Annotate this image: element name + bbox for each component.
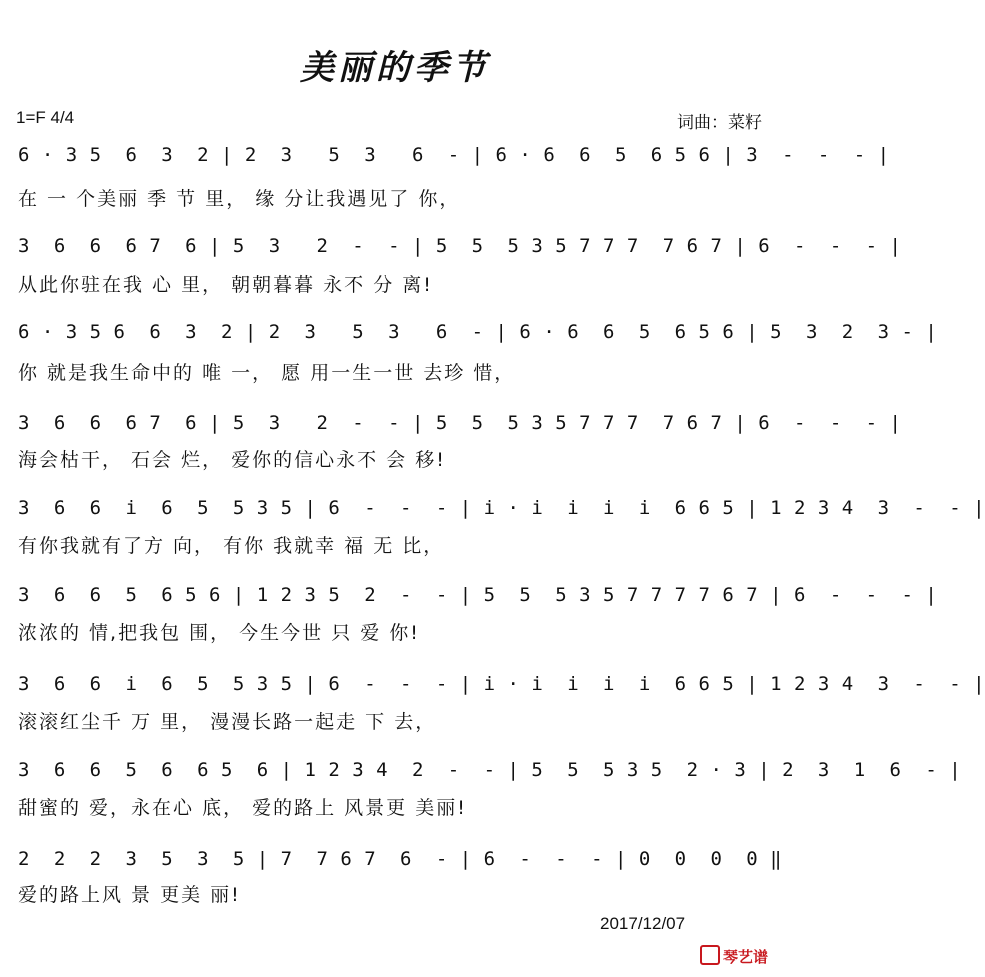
logo-text: 琴艺谱 <box>723 948 769 966</box>
lyrics-line-3: 你 就是我生命中的 唯 一， 愿 用一生一世 去珍 惜， <box>18 362 516 384</box>
site-logo <box>700 945 768 967</box>
notation-line-9: 2 2 2 3 5 3 5 | 7 7 6 7 6 - | 6 - - - | 0 0 0 0 ‖ <box>18 848 783 870</box>
lyrics-line-4: 海会枯干， 石会 烂， 爱你的信心永不 会 移! <box>18 449 446 471</box>
logo-icon <box>700 945 720 965</box>
notation-line-4: 3 6 6 6 7 6 | 5 3 2 - - | 5 5 5 3 5 7 7 7 7 6 7 | 6 - - - | <box>18 412 902 434</box>
notation-line-3: 6 · 3 5 6 6 3 2 | 2 3 5 3 6 - | 6 · 6 6 5 6 5 6 | 5 3 2 3 - | <box>18 321 938 343</box>
lyrics-line-8: 甜蜜的 爱，永在心 底， 爱的路上 风景更 美丽! <box>18 797 467 819</box>
date-stamp: 2017/12/07 <box>600 914 686 933</box>
song-title: 美丽的季节 <box>300 48 490 88</box>
notation-line-6: 3 6 6 5 6 5 6 | 1 2 3 5 2 - - | 5 5 5 3 5 7 7 7 7 6 7 | 6 - - - | <box>18 584 938 606</box>
lyrics-line-7: 滚滚红尘千 万 里， 漫漫长路一起走 下 去， <box>18 711 437 733</box>
notation-line-7: 3 6 6 i 6 5 5 3 5 | 6 - - - | i · i i i i 6 6 5 | 1 2 3 4 3 - - | <box>18 673 985 695</box>
composer-credit: 词曲：菜籽 <box>677 113 762 132</box>
lyrics-line-5: 有你我就有了方 向， 有你 我就幸 福 无 比， <box>18 535 445 557</box>
notation-line-8: 3 6 6 5 6 6 5 6 | 1 2 3 4 2 - - | 5 5 5 3 5 2 · 3 | 2 3 1 6 - | <box>18 759 962 781</box>
notation-line-5: 3 6 6 i 6 5 5 3 5 | 6 - - - | i · i i i i 6 6 5 | 1 2 3 4 3 - - | <box>18 497 985 519</box>
key-time-signature: 1=F 4/4 <box>16 108 75 127</box>
notation-line-1: 6 · 3 5 6 3 2 | 2 3 5 3 6 - | 6 · 6 6 5 6 5 6 | 3 - - - | <box>18 144 890 166</box>
lyrics-line-1: 在 一 个美丽 季 节 里， 缘 分让我遇见了 你， <box>18 188 461 210</box>
lyrics-line-2: 从此你驻在我 心 里， 朝朝暮暮 永不 分 离! <box>18 274 433 296</box>
lyrics-line-6: 浓浓的 情,把我包 围， 今生今世 只 爱 你! <box>18 622 420 644</box>
lyrics-line-9: 爱的路上风 景 更美 丽! <box>18 884 241 906</box>
notation-line-2: 3 6 6 6 7 6 | 5 3 2 - - | 5 5 5 3 5 7 7 7 7 6 7 | 6 - - - | <box>18 235 902 257</box>
